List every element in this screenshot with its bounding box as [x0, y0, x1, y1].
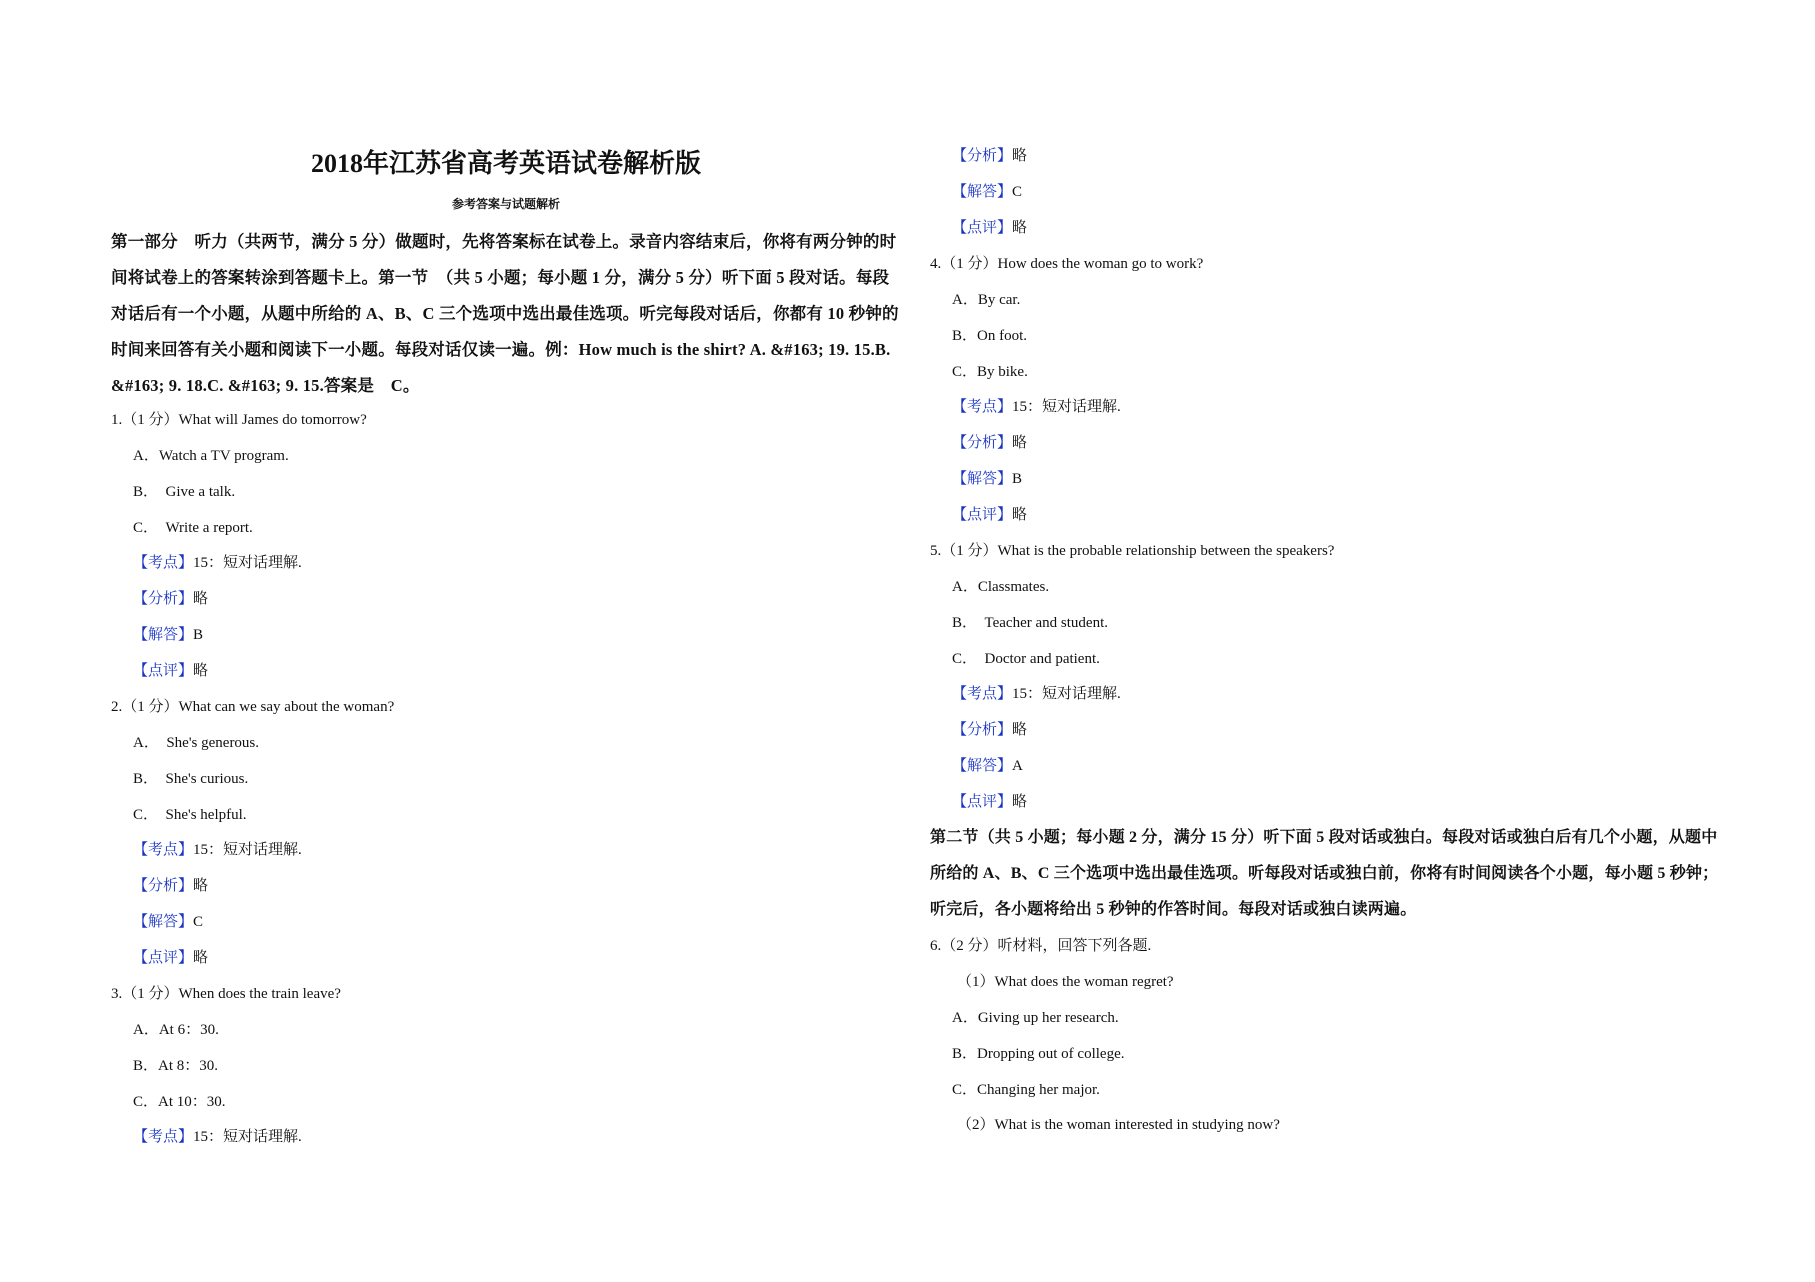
question-5-option-a: A．Classmates. [952, 579, 1050, 595]
document-title: 2018年江苏省高考英语试卷解析版 [310, 149, 701, 178]
question-6-sub-2: （2）What is the woman interested in studying now? [957, 1117, 1280, 1133]
question-4-dianping: 【点评】略 [952, 507, 1028, 523]
question-3-dianping: 【点评】略 [952, 220, 1028, 236]
question-2-kaodian: 【考点】15：短对话理解. [133, 842, 302, 858]
question-5-jieda: 【解答】A [952, 758, 1023, 774]
question-5-fenxi: 【分析】略 [952, 722, 1028, 738]
question-1: 1.（1 分）What will James do tomorrow? [111, 412, 367, 428]
question-3-option-a: A．At 6：30. [133, 1022, 219, 1038]
question-4-fenxi: 【分析】略 [952, 435, 1028, 451]
question-5: 5.（1 分）What is the probable relationship between the speakers? [930, 543, 1335, 559]
question-1-fenxi: 【分析】略 [133, 591, 209, 607]
question-1-jieda: 【解答】B [133, 627, 204, 643]
question-4-jieda: 【解答】B [952, 471, 1023, 487]
question-4-option-b: B．On foot. [952, 328, 1028, 344]
question-2-dianping: 【点评】略 [133, 950, 209, 966]
question-3-kaodian: 【考点】15：短对话理解. [133, 1129, 302, 1145]
question-6: 6.（2 分）听材料，回答下列各题. [930, 938, 1152, 954]
question-6-option-c: C．Changing her major. [952, 1082, 1100, 1098]
question-2-fenxi: 【分析】略 [133, 878, 209, 894]
question-4-option-a: A．By car. [952, 292, 1021, 308]
question-5-kaodian: 【考点】15：短对话理解. [952, 686, 1121, 702]
question-2-option-a: A． She's generous. [133, 735, 260, 751]
question-6-option-b: B．Dropping out of college. [952, 1046, 1125, 1062]
question-4-option-c: C．By bike. [952, 364, 1028, 380]
question-5-option-b: B． Teacher and student. [952, 615, 1108, 631]
question-2-jieda: 【解答】C [133, 914, 204, 930]
question-1-kaodian: 【考点】15：短对话理解. [133, 555, 302, 571]
section-one-instructions: 第一部分 听力（共两节，满分 5 分）做题时，先将答案标在试卷上。录音内容结束后，你将有两分钟的时间将试卷上的答案转涂到答题卡上。第一节 （共 5 小题；每小题 1 分，满分 5 分）听下面 5 段对话。每段对话后有一个小题，从题中所给的 A、B、C 三个选项中选出最佳选项。听完每段对话后，你都有 10 秒钟的时间来回答有关小题和阅读下一小题。每段对话仅读一遍。例：How much is the shirt? A. &#163; 19. 15.B. &#163; 9. 18.C. &#163; 9. 15.答案是 C。 [111, 232, 899, 395]
question-1-option-a: A．Watch a TV program. [133, 448, 289, 464]
section-two-instructions: 第二节（共 5 小题；每小题 2 分，满分 15 分）听下面 5 段对话或独白。每段对话或独白后有几个小题，从题中所给的 A、B、C 三个选项中选出最佳选项。听每段对话或独白前，你将有时间阅读各个小题，每小题 5 秒钟；听完后，各小题将给出 5 秒钟的作答时间。每段对话或独白读两遍。 [930, 829, 1719, 918]
question-3-jieda: 【解答】C [952, 184, 1023, 200]
question-2-option-c: C． She's helpful. [133, 807, 247, 823]
question-2-option-b: B． She's curious. [133, 771, 249, 787]
question-4: 4.（1 分）How does the woman go to work? [930, 256, 1204, 272]
question-5-option-c: C． Doctor and patient. [952, 651, 1100, 667]
question-1-option-b: B． Give a talk. [133, 484, 236, 500]
question-2: 2.（1 分）What can we say about the woman? [111, 699, 395, 715]
question-5-dianping: 【点评】略 [952, 794, 1028, 810]
question-1-dianping: 【点评】略 [133, 663, 209, 679]
question-3-option-b: B．At 8：30. [133, 1058, 219, 1074]
question-3: 3.（1 分）When does the train leave? [111, 986, 341, 1002]
question-3-option-c: C．At 10：30. [133, 1094, 226, 1110]
question-1-option-c: C． Write a report. [133, 520, 253, 536]
document-subtitle: 参考答案与试题解析 [451, 197, 560, 211]
question-3-fenxi: 【分析】略 [952, 148, 1028, 164]
question-4-kaodian: 【考点】15：短对话理解. [952, 399, 1121, 415]
question-6-option-a: A．Giving up her research. [952, 1010, 1119, 1026]
question-6-sub-1: （1）What does the woman regret? [957, 974, 1174, 990]
